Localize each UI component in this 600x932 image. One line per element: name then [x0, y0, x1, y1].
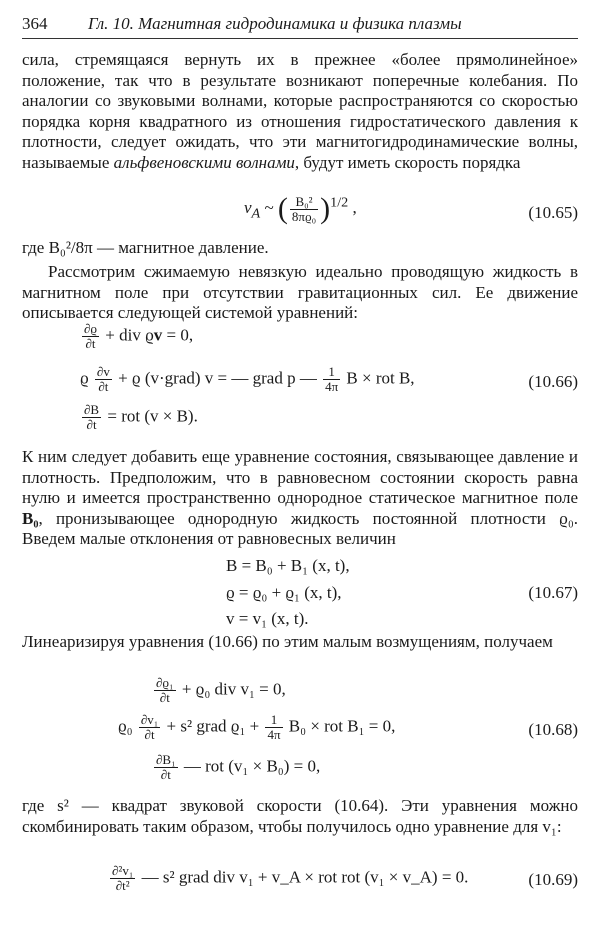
paragraph-state-equation: К ним следует добавить еще уравнение состояния, связывающее давление и плотность. Предположим, что в равновесном состоянии скорость равна нулю и имеется пространственно однородное статическое магнитное поле B₀, пронизывающее однородную жидкость постоянной плотности ϱ₀. Введем малые отклонения от равновесных величин [22, 447, 578, 548]
equation-number: (10.69) [528, 870, 578, 889]
equation-number: (10.66) [528, 372, 578, 391]
paragraph-sound-speed: где s² — квадрат звуковой скорости (10.64). Эти уравнения можно скомбинировать таким образом, чтобы получилось одно уравнение для v₁: [22, 796, 578, 836]
equation-10-69: $\frac{\text{∂²v₁}}{\text{∂t²}}$ — s² grad div v₁ + v_A × rot rot (v₁ × v_A) = 0. [112, 863, 469, 893]
equation-number: (10.67) [528, 583, 578, 602]
equation-number: (10.68) [528, 720, 578, 739]
equation-10-68-line-2: ϱ₀ $\frac{\text{∂v₁}}{\partial t}$ + s² grad ϱ₁ + $\frac{1}{4\pi}$ B₀ × rot B₁ = 0, [118, 712, 396, 742]
running-title: Гл. 10. Магнитная гидродинамика и физика плазмы [88, 14, 462, 33]
equation-10-68-line-1: $\frac{\text{∂ϱ₁}}{\partial t}$ + ϱ₀ div v₁ = 0, [156, 675, 286, 705]
equation-10-66-line-3: $\frac{\partial B}{\partial t}$ = rot (v × B). [84, 402, 198, 432]
page-number: 364 [22, 14, 48, 33]
eq-power: 1/2 [330, 194, 349, 211]
eq-relation: ~ [264, 197, 274, 217]
paragraph-consider-fluid: Рассмотрим сжимаемую невязкую идеально проводящую жидкость в магнитном поле при отсутствии гравитационных сил. Ее движение описывается следующей системой уравнений: [22, 262, 578, 322]
eq-fraction: $\frac{\text{B₀²}}{\text{8πϱ₀}}$ [291, 193, 317, 224]
equation-10-67-line-2: ϱ = ϱ₀ + ϱ₁ (x, t), [226, 583, 342, 602]
paragraph-magnetic-pressure: где B₀²/8π — магнитное давление. [22, 238, 269, 257]
equation-10-66-line-2: ϱ $\frac{\partial v}{\partial t}$ + ϱ (v·grad) v = — grad p — $\frac{1}{4\pi}$ B × rot B, [80, 364, 415, 394]
paragraph-alfven-waves [22, 50, 578, 173]
equation-10-65: $v_A$ ~ ( $\frac{\text{B₀²}}{\text{8πϱ₀}}$ )$^{1/2}$ , [244, 192, 357, 225]
equation-10-67-line-1: B = B₀ + B₁ (x, t), [226, 556, 350, 575]
eq-lhs-sub: A [251, 205, 261, 222]
paragraph-text: , будут иметь скорость порядка [294, 152, 521, 172]
term-alfven-waves: альфвеновскими волнами [113, 152, 295, 172]
b0-symbol: B₀ [22, 508, 39, 528]
eq-lhs: v [244, 197, 252, 217]
equation-number: (10.65) [528, 203, 578, 222]
running-header [22, 12, 578, 39]
paragraph-text: сила, стремящаяся вернуть их в прежнее «более прямолинейное» положение, так что в результате возникают поперечные колебания. По аналогии со звуковыми волнами, которые распространяются со скоростью порядка корня квадратного из отношения гидростатического давления к плотности, следует ожидать, что эти магнитогидродинамические волны, называемые [22, 50, 578, 172]
equation-10-68-line-3: $\frac{\text{∂B₁}}{\partial t}$ — rot (v₁ × B₀) = 0, [156, 752, 321, 782]
equation-10-66-line-1: $\frac{\partial ϱ}{\partial t}$ + div ϱv = 0, [84, 321, 194, 351]
paragraph-linearize: Линеаризируя уравнения (10.66) по этим малым возмущениям, получаем [22, 632, 553, 651]
equation-10-67-line-3: v = v₁ (x, t). [226, 609, 309, 628]
